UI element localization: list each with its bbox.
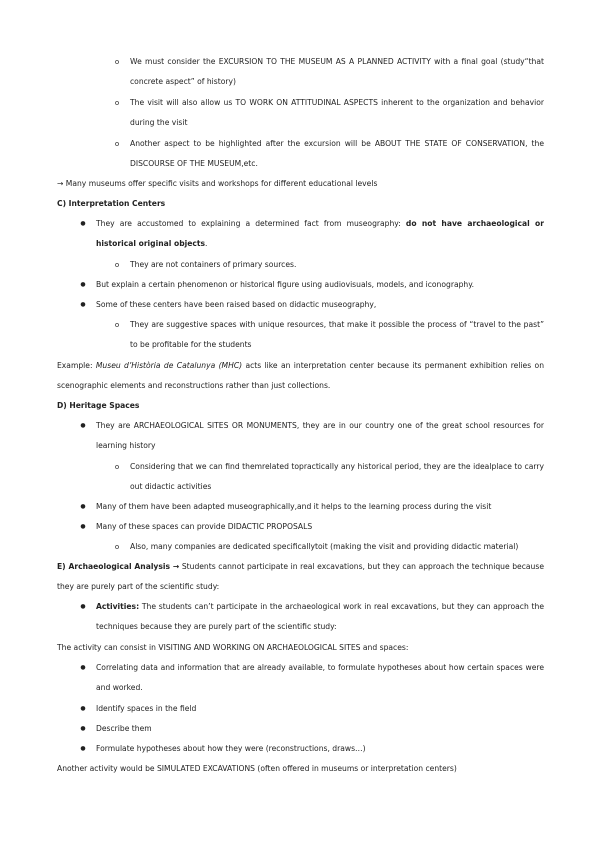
item-text: Some of these centers have been raised based on didactic museography, <box>96 300 377 309</box>
item-text: Another aspect to be highlighted after the excursion will be ABOUT THE STATE OF CONSERVATION, the DISCOURSE OF THE MUSEUM,etc. <box>130 139 544 169</box>
paragraph: → Many museums offer specific visits and workshops for different educational levels <box>57 179 378 188</box>
item-text: The students can’t participate in the archaeological work in real excavations, but they can approach the techniques because they are purely part of the scientific study: <box>96 602 544 632</box>
paragraph: Another activity would be SIMULATED EXCAVATIONS (often offered in museums or interpretation centers) <box>57 764 457 773</box>
list-item <box>80 295 544 315</box>
item-text: Considering that we can find themrelated topractically any historical period, they are the idealplace to carry out didactic activities <box>130 462 544 492</box>
bullet-icon: ● <box>80 664 86 671</box>
example-text: acts like an interpretation center because its permanent exhibition relies on scenographic elements and reconstructions rather than just collections. <box>57 361 545 391</box>
item-text: Many of them have been adapted museographically,and it helps to the learning process during the visit <box>96 502 492 511</box>
section-heading-c: C) Interpretation Centers <box>57 199 166 208</box>
circle-bullet-icon: o <box>114 140 120 148</box>
list-item <box>80 719 544 739</box>
list-item <box>80 214 544 255</box>
bullet-icon: ● <box>80 745 86 752</box>
list-item <box>114 134 544 175</box>
item-text: They are not containers of primary sources. <box>130 260 297 269</box>
circle-bullet-icon: o <box>114 463 120 471</box>
item-text: Formulate hypotheses about how they were (reconstructions, draws…) <box>96 744 366 753</box>
bullet-icon: ● <box>80 523 86 530</box>
list-item <box>114 315 544 356</box>
bullet-icon: ● <box>80 301 86 308</box>
section-heading-e: E) Archaeological Analysis → <box>57 562 180 571</box>
list-item <box>80 658 544 699</box>
bullet-icon: ● <box>80 281 86 288</box>
item-text: Also, many companies are dedicated specificallytoit (making the visit and providing didactic material) <box>130 542 519 551</box>
list-item <box>80 497 544 517</box>
bullet-icon: ● <box>80 422 86 429</box>
paragraph: The activity can consist in VISITING AND WORKING ON ARCHAEOLOGICAL SITES and spaces: <box>57 643 409 652</box>
item-text: Correlating data and information that are already available, to formulate hypotheses about how certain spaces were and worked. <box>96 663 544 693</box>
section-e-paragraph <box>57 557 544 598</box>
item-text: The visit will also allow us TO WORK ON ATTITUDINAL ASPECTS inherent to the organization and behavior during the visit <box>130 98 544 128</box>
list-item <box>80 597 544 638</box>
bullet-icon: ● <box>80 220 86 227</box>
list-item <box>114 93 544 134</box>
item-text: They are accustomed to explaining a determined fact from museography: <box>96 219 406 228</box>
list-item <box>80 275 544 295</box>
item-text: Describe them <box>96 724 152 733</box>
example-label: Example: <box>57 361 96 370</box>
example-museum-name: Museu d’Història de Catalunya (MHC) <box>95 361 243 370</box>
item-text: But explain a certain phenomenon or historical figure using audiovisuals, models, and iconography. <box>96 280 475 289</box>
circle-bullet-icon: o <box>114 58 120 66</box>
list-item <box>114 255 544 275</box>
item-text: . <box>205 239 208 249</box>
bullet-icon: ● <box>80 603 86 610</box>
list-item <box>80 699 544 719</box>
bullet-icon: ● <box>80 503 86 510</box>
item-text: Many of these spaces can provide DIDACTIC PROPOSALS <box>96 522 313 531</box>
circle-bullet-icon: o <box>114 99 120 107</box>
circle-bullet-icon: o <box>114 543 120 551</box>
list-item <box>114 457 544 498</box>
item-text: We must consider the EXCURSION TO THE MUSEUM AS A PLANNED ACTIVITY with a final goal (study“that concrete aspect” of history) <box>130 57 544 87</box>
list-item <box>114 537 544 557</box>
bullet-icon: ● <box>80 725 86 732</box>
item-text: They are suggestive spaces with unique resources, that make it possible the process of “travel to the past” to be profitable for the students <box>130 320 544 350</box>
item-label-bold: Activities: <box>96 602 140 611</box>
list-item <box>80 416 544 457</box>
list-item <box>80 739 544 759</box>
item-text: Identify spaces in the field <box>96 704 197 713</box>
circle-bullet-icon: o <box>114 321 120 329</box>
section-heading-d: D) Heritage Spaces <box>57 401 140 410</box>
bullet-icon: ● <box>80 705 86 712</box>
example-paragraph <box>57 356 544 397</box>
item-text-bold: do not have archaeological or historical original objects <box>96 219 544 249</box>
list-item <box>80 517 544 537</box>
list-item <box>114 52 544 93</box>
circle-bullet-icon: o <box>114 261 120 269</box>
item-text: They are ARCHAEOLOGICAL SITES OR MONUMENTS, they are in our country one of the great school resources for learning history <box>96 421 544 451</box>
section-e-text: Students cannot participate in real excavations, but they can approach the technique because they are purely part of the scientific study: <box>57 562 544 592</box>
